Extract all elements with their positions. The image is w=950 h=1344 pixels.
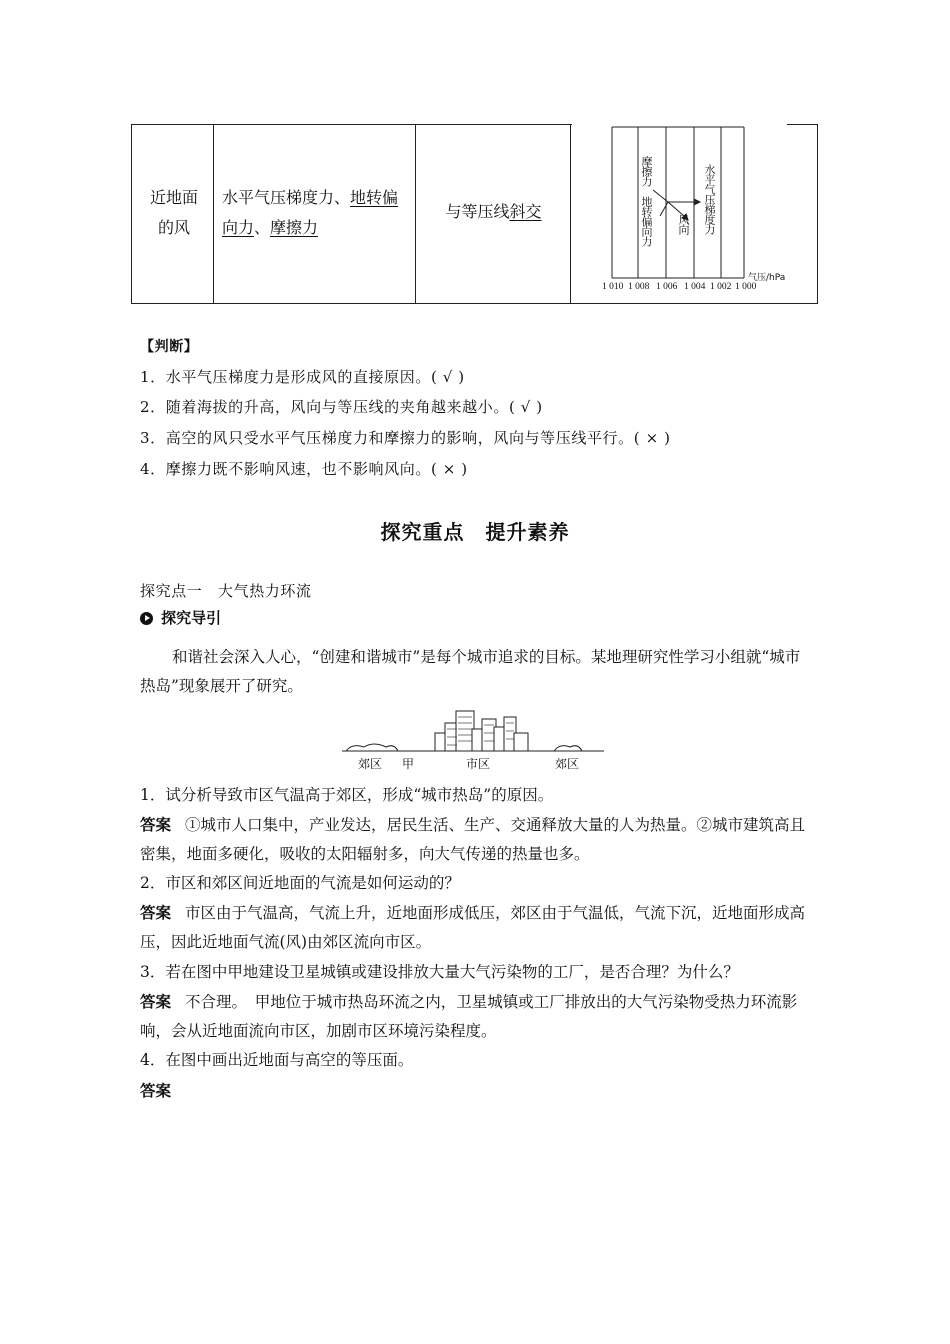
row-label: 近地面 的风	[149, 188, 198, 237]
coriolis-arrow	[660, 202, 668, 216]
coriolis-label: 地转偏向力	[640, 196, 653, 246]
judge-item-1: 1．水平气压梯度力是形成风的直接原因。( √ )	[140, 368, 465, 386]
question-1: 1．试分析导致市区气温高于郊区，形成“城市热岛”的原因。	[140, 786, 554, 804]
city-skyline	[342, 705, 607, 755]
pgf-label: 水平气压梯度力	[703, 164, 716, 234]
answer-label: 答案	[140, 816, 172, 834]
pgf-arrow-head	[694, 199, 700, 205]
section-title: 探究重点 提升素养	[380, 520, 570, 544]
pressure-unit: 气压/hPa	[748, 273, 786, 283]
suburb-trees-left	[346, 744, 398, 751]
question-4: 4．在图中画出近地面与高空的等压面。	[140, 1051, 414, 1069]
question-3: 3．若在图中甲地建设卫星城镇或建设排放大量大气污染物的工厂，是否合理？为什么？	[140, 963, 739, 981]
tick-1008: 1 008	[628, 282, 650, 292]
building	[514, 733, 528, 751]
label-suburb-left: 郊区	[358, 757, 383, 771]
answer-label: 答案	[140, 904, 172, 922]
answer-label: 答案	[140, 1082, 172, 1100]
answer-label: 答案	[140, 993, 172, 1011]
answer-2: 答案 市区由于气温高，气流上升，近地面形成低压，郊区由于气温低，气流下沉，近地面形成高压，因此近地面气流(风)由郊区流向市区。	[140, 904, 806, 951]
direction-cell	[416, 125, 571, 303]
label-jia: 甲	[402, 757, 415, 771]
answer-4	[140, 1077, 812, 1106]
answer-1: 答案 ①城市人口集中，产业发达，居民生活、生产、交通释放大量的人为热量。②城市建筑高且密集，地面多硬化，吸收的太阳辐射多，向大气传递的热量也多。	[140, 816, 806, 863]
judge-item-2: 2．随着海拔的升高，风向与等压线的夹角越来越小。( √ )	[140, 398, 543, 416]
section-subtitle: 探究点一 大气热力环流	[140, 582, 312, 600]
forces-text: 水平气压梯度力、地转偏 向力、摩擦力	[222, 188, 399, 237]
direction-text: 与等压线斜交	[445, 202, 542, 221]
label-suburb-right: 郊区	[555, 757, 580, 771]
answer-3: 答案 不合理。 甲地位于城市热岛环流之内，卫星城镇或工厂排放出的大气污染物受热力环流影响，会从近地面流向市区，加剧市区环境污染程度。	[140, 993, 798, 1040]
play-icon	[140, 612, 153, 625]
suburb-trees-right	[554, 746, 582, 751]
tick-1010: 1 010	[602, 282, 624, 292]
tick-1004: 1 004	[684, 282, 706, 292]
city-heat-island-figure	[342, 705, 607, 775]
wind-diagram	[598, 124, 798, 299]
forces-cell	[214, 125, 416, 303]
tick-1000: 1 000	[735, 282, 757, 292]
friction-label: 摩擦力	[640, 156, 653, 186]
guide-heading: 探究导引	[140, 607, 221, 628]
row-label-cell	[132, 125, 214, 303]
tick-1002: 1 002	[710, 282, 732, 292]
tick-1006: 1 006	[656, 282, 678, 292]
question-2: 2．市区和郊区间近地面的气流是如何运动的？	[140, 874, 460, 892]
label-urban: 市区	[466, 757, 491, 771]
judge-item-4: 4．摩擦力既不影响风速，也不影响风向。( × )	[140, 460, 468, 478]
intro-paragraph: 和谐社会深入人心，“创建和谐城市”是每个城市追求的目标。某地理研究性学习小组就“城市热岛”现象展开了研究。	[140, 648, 801, 695]
judge-item-3: 3．高空的风只受水平气压梯度力和摩擦力的影响，风向与等压线平行。( × )	[140, 429, 671, 447]
wind-label: 风向	[677, 214, 690, 234]
judge-heading: 【判断】	[140, 339, 199, 355]
